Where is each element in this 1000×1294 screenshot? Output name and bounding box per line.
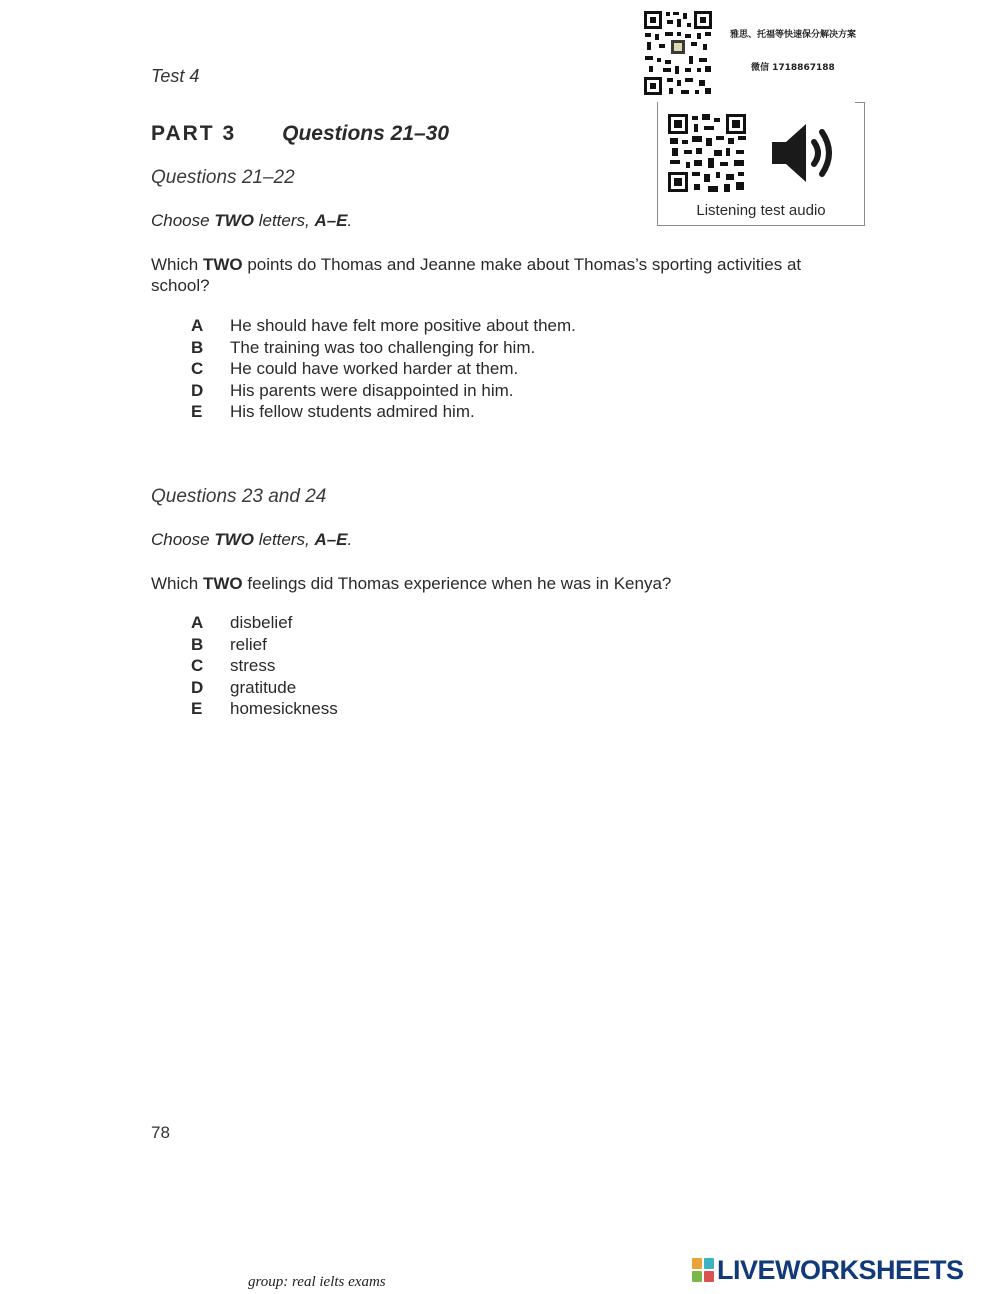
group-note: group: real ielts exams — [248, 1274, 386, 1290]
section2-range: Questions 23 and 24 — [151, 486, 327, 507]
promo-line-2: 微信 1718867188 — [751, 63, 835, 73]
option-d[interactable]: D gratitude — [191, 677, 297, 697]
test-label: Test 4 — [151, 66, 200, 86]
option-c[interactable]: C stress — [191, 656, 276, 675]
page-number: 78 — [151, 1123, 170, 1142]
speaker-icon — [770, 120, 842, 186]
part-questions: Questions 21–30 — [282, 122, 450, 145]
section1-range: Questions 21–22 — [151, 167, 295, 188]
option-e[interactable]: E homesickness — [191, 699, 338, 718]
section2-question: Which TWO feelings did Thomas experience when he was in Kenya? — [151, 574, 672, 593]
section2-options — [191, 613, 338, 721]
logo-text: LIVEWORKSHEETS — [717, 1254, 964, 1285]
section1-question: Which TWO points do Thomas and Jeanne make about Thomas’s sporting activities at school? — [151, 255, 802, 295]
part-label: PART 3 — [151, 122, 237, 145]
promo-line-1: 雅思、托福等快速保分解决方案 — [730, 30, 857, 40]
audio-qr-code — [668, 114, 746, 192]
section1-options — [191, 316, 576, 424]
option-e[interactable]: E His fellow students admired him. — [191, 402, 475, 421]
liveworksheets-logo-icon — [692, 1258, 714, 1282]
section2-instruction: Choose TWO letters, A–E. — [151, 530, 353, 549]
listening-audio-box[interactable] — [657, 102, 865, 226]
option-c[interactable]: C He could have worked harder at them. — [191, 359, 519, 378]
option-b[interactable]: B relief — [191, 634, 267, 654]
option-d[interactable]: D His parents were disappointed in him. — [191, 380, 514, 400]
part-heading — [151, 122, 449, 146]
liveworksheets-logo[interactable] — [692, 1255, 964, 1285]
section1-instruction: Choose TWO letters, A–E. — [151, 211, 353, 230]
option-b[interactable]: B The training was too challenging for him. — [191, 337, 536, 357]
promo-qr-code — [643, 10, 713, 96]
audio-caption: Listening test audio — [696, 202, 826, 219]
option-a[interactable]: A He should have felt more positive about them. — [191, 316, 576, 335]
option-a[interactable]: A disbelief — [191, 613, 293, 632]
